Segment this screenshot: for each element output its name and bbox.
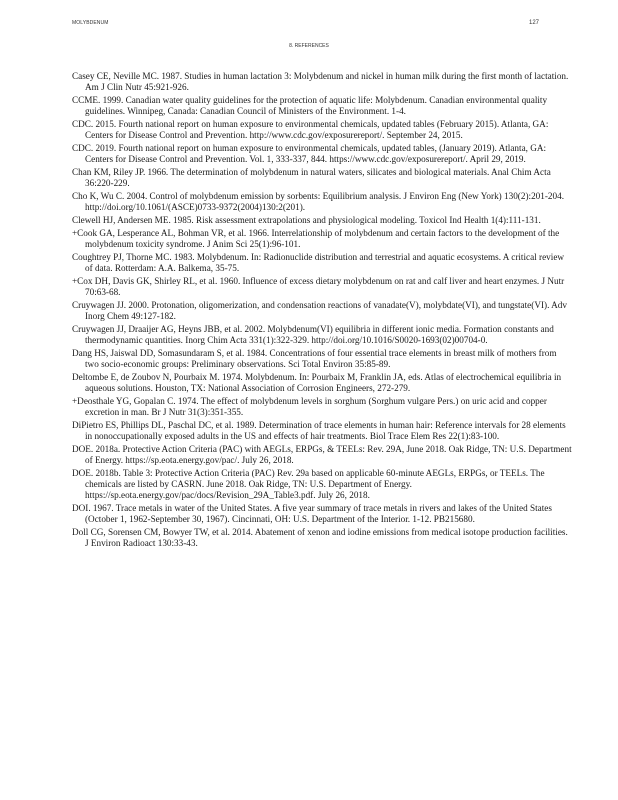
reference-entry: DiPietro ES, Phillips DL, Paschal DC, et al. 1989. Determination of trace elements in human hair: Reference intervals for 28 elements in nonoccupationally exposed adults in the US and effects of hair treatments. Biol Trace Elem Res 22(1):83-100. xyxy=(72,419,566,441)
reference-entry: DOE. 2018b. Table 3: Protective Action Criteria (PAC) Rev. 29a based on applicable 60-minute AEGLs, ERPGs, or TEELs. The chemicals are listed by CASRN. June 2018. Oak Ridge, TN: U.S. Department of Energy. https://sp.eota.energy.gov/pac/docs/Revision_29A_Table3.pdf. July 26, 2018. xyxy=(72,467,545,501)
reference-entry: CCME. 1999. Canadian water quality guidelines for the protection of aquatic life: Molybdenum. Canadian environmental quality guidelines. Winnipeg, Canada: Canadian Council of Ministers of the Environment. 1-4. xyxy=(72,95,548,117)
reference-entry: CDC. 2015. Fourth national report on human exposure to environmental chemicals, updated tables (February 2015). Atlanta, GA: Centers for Disease Control and Prevention. http://www.cdc.gov/exposurereport/. September 24, 2015. xyxy=(72,119,549,141)
running-header-chapter: MOLYBDENUM xyxy=(72,20,109,26)
section-title: 8. REFERENCES xyxy=(289,43,329,49)
reference-list xyxy=(72,71,572,551)
reference-entry: Coughtrey PJ, Thorne MC. 1983. Molybdenum. In: Radionuclide distribution and terrestrial and aquatic ecosystems. A critical review of data. Rotterdam: A.A. Balkema, 35-75. xyxy=(72,251,565,273)
reference-entry: Clewell HJ, Andersen ME. 1985. Risk assessment extrapolations and physiological modeling. Toxicol Ind Health 1(4):111-131. xyxy=(72,215,541,225)
reference-entry: +Cook GA, Lesperance AL, Bohman VR, et al. 1966. Interrelationship of molybdenum and certain factors to the development of the molybdenum toxicity syndrome. J Anim Sci 25(1):96-101. xyxy=(72,227,560,249)
reference-entry: CDC. 2019. Fourth national report on human exposure to environmental chemicals, updated tables, (January 2019). Atlanta, GA: Centers for Disease Control and Prevention. Vol. 1, 333-337, 844. https://www.cdc.gov/exposurereport/. April 29, 2019. xyxy=(72,143,547,165)
reference-entry: DOE. 2018a. Protective Action Criteria (PAC) with AEGLs, ERPGs, & TEELs: Rev. 29A, June 2018. Oak Ridge, TN: U.S. Department of Energy. https://sp.eota.energy.gov/pac/. July 26, 2018. xyxy=(72,443,572,465)
reference-entry: Deltombe E, de Zoubov N, Pourbaix M. 1974. Molybdenum. In: Pourbaix M, Franklin JA, eds. Atlas of electrochemical equilibria in aqueous solutions. Houston, TX: National Association of Corrosion Engineers, 272-279. xyxy=(72,371,562,393)
reference-entry: +Cox DH, Davis GK, Shirley RL, et al. 1960. Influence of excess dietary molybdenum on rat and calf liver and heart enzymes. J Nutr 70:63-68. xyxy=(72,275,565,297)
reference-entry: Cruywagen JJ, Draaijer AG, Heyns JBB, et al. 2002. Molybdenum(VI) equilibria in different ionic media. Formation constants and thermodynamic quantities. Inorg Chim Acta 331(1):322-329. http://doi.org/10.1016/S0020-1693(02)00704-0. xyxy=(72,323,554,345)
reference-entry: Casey CE, Neville MC. 1987. Studies in human lactation 3: Molybdenum and nickel in human milk during the first month of lactation. Am J Clin Nutr 45:921-926. xyxy=(72,71,569,93)
reference-entry: DOI. 1967. Trace metals in water of the United States. A five year summary of trace metals in rivers and lakes of the United States (October 1, 1962-September 30, 1967). Cincinnati, OH: U.S. Department of the Interior. 1-12. PB215680. xyxy=(72,503,552,525)
page-number: 127 xyxy=(529,20,540,26)
reference-entry: Chan KM, Riley JP. 1966. The determination of molybdenum in natural waters, silicates and biological materials. Anal Chim Acta 36:220-229. xyxy=(72,167,551,189)
reference-entry: +Deosthale YG, Gopalan C. 1974. The effect of molybdenum levels in sorghum (Sorghum vulgare Pers.) on uric acid and copper excretion in man. Br J Nutr 31(3):351-355. xyxy=(72,395,547,417)
reference-entry: Doll CG, Sorensen CM, Bowyer TW, et al. 2014. Abatement of xenon and iodine emissions from medical isotope production facilities. J Environ Radioact 130:33-43. xyxy=(72,527,568,549)
reference-entry: Dang HS, Jaiswal DD, Somasundaram S, et al. 1984. Concentrations of four essential trace elements in breast milk of mothers from two socio-economic groups: Preliminary observations. Sci Total Environ 35:85-89. xyxy=(72,347,557,369)
reference-entry: Cho K, Wu C. 2004. Control of molybdenum emission by sorbents: Equilibrium analysis. J Environ Eng (New York) 130(2):201-204. http://doi.org/10.1061/(ASCE)0733-9372(2004)130:2(201). xyxy=(72,191,564,213)
reference-entry: Cruywagen JJ. 2000. Protonation, oligomerization, and condensation reactions of vanadate(V), molybdate(VI), and tungstate(VI). Adv Inorg Chem 49:127-182. xyxy=(72,299,567,321)
